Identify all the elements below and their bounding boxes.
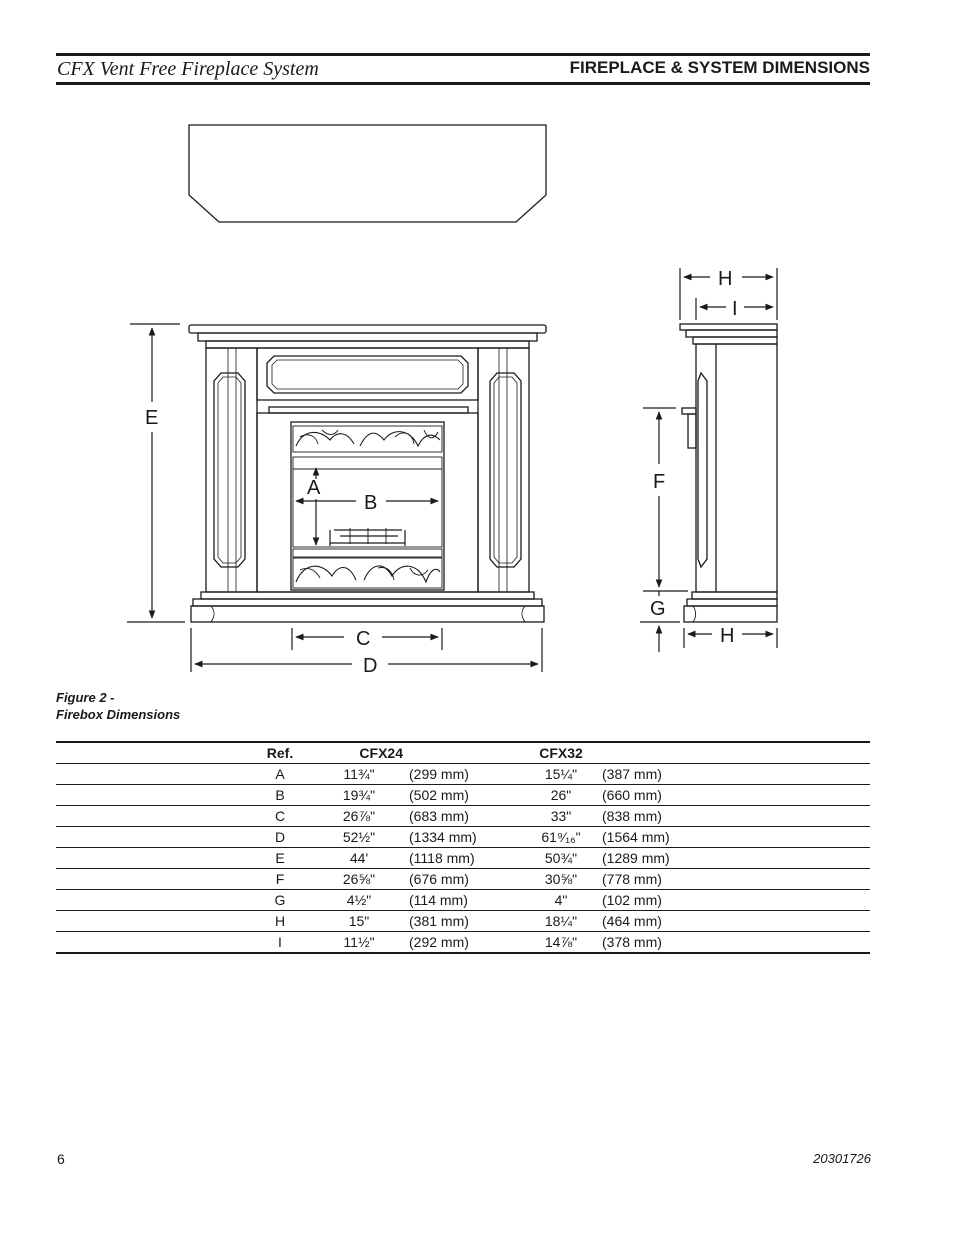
cfx24-inches: 26⅝"	[315, 869, 403, 890]
cfx32-millimeters: (660 mm)	[596, 785, 870, 806]
cfx32-inches: 26"	[526, 785, 596, 806]
cfx32-millimeters: (838 mm)	[596, 806, 870, 827]
cfx24-inches: 19¾"	[315, 785, 403, 806]
table-row	[56, 764, 870, 785]
row-spacer	[56, 890, 245, 911]
cfx24-millimeters: (676 mm)	[403, 869, 526, 890]
figure-caption	[56, 689, 180, 723]
cfx32-inches: 33"	[526, 806, 596, 827]
row-spacer	[56, 848, 245, 869]
dim-label-d: D	[363, 655, 378, 677]
table-row	[56, 869, 870, 890]
dim-label-b: B	[364, 492, 378, 514]
row-ref: I	[245, 932, 315, 954]
row-ref: G	[245, 890, 315, 911]
cfx32-millimeters: (778 mm)	[596, 869, 870, 890]
row-ref: E	[245, 848, 315, 869]
row-spacer	[56, 785, 245, 806]
section-title: FIREPLACE & SYSTEM DIMENSIONS	[569, 58, 870, 77]
row-spacer	[56, 806, 245, 827]
table-row	[56, 932, 870, 954]
front-view	[189, 325, 546, 622]
cfx24-millimeters: (114 mm)	[403, 890, 526, 911]
cfx24-inches: 11½"	[315, 932, 403, 954]
cfx32-inches: 15¼"	[526, 764, 596, 785]
cfx24-inches: 4½"	[315, 890, 403, 911]
header-ref: Ref.	[245, 742, 315, 764]
header-cfx32: CFX32	[526, 742, 596, 764]
cfx32-inches: 50¾"	[526, 848, 596, 869]
cfx24-inches: 26⅞"	[315, 806, 403, 827]
dim-label-h-top: H	[718, 268, 733, 290]
row-ref: D	[245, 827, 315, 848]
cfx24-inches: 11¾"	[315, 764, 403, 785]
cfx24-millimeters: (502 mm)	[403, 785, 526, 806]
row-spacer	[56, 932, 245, 954]
dim-label-f: F	[653, 471, 666, 493]
cfx32-inches: 4"	[526, 890, 596, 911]
cfx24-millimeters: (299 mm)	[403, 764, 526, 785]
cfx32-inches: 14⅞"	[526, 932, 596, 954]
row-ref: C	[245, 806, 315, 827]
dim-label-a: A	[307, 477, 321, 499]
cfx32-millimeters: (1564 mm)	[596, 827, 870, 848]
cfx24-inches: 15"	[315, 911, 403, 932]
cfx32-inches: 30⅝"	[526, 869, 596, 890]
table-header-row	[56, 742, 870, 764]
side-view	[680, 324, 777, 622]
table-row	[56, 806, 870, 827]
cfx32-millimeters: (378 mm)	[596, 932, 870, 954]
header-cfx24: CFX24	[315, 742, 403, 764]
table-row	[56, 785, 870, 806]
dim-label-i: I	[732, 298, 738, 320]
dimensions-table	[56, 741, 870, 954]
cfx32-millimeters: (387 mm)	[596, 764, 870, 785]
table-row	[56, 890, 870, 911]
row-ref: B	[245, 785, 315, 806]
row-ref: A	[245, 764, 315, 785]
table-row	[56, 827, 870, 848]
cfx32-millimeters: (1289 mm)	[596, 848, 870, 869]
document-title: CFX Vent Free Fireplace System	[57, 58, 319, 80]
row-spacer	[56, 869, 245, 890]
dim-label-g: G	[650, 598, 666, 620]
dim-label-h-bottom: H	[720, 625, 735, 647]
cfx24-millimeters: (1118 mm)	[403, 848, 526, 869]
cfx24-millimeters: (1334 mm)	[403, 827, 526, 848]
dim-label-c: C	[356, 628, 371, 650]
caption-line-2: Firebox Dimensions	[56, 707, 181, 722]
document-number: 20301726	[813, 1151, 871, 1166]
cfx24-inches: 52½"	[315, 827, 403, 848]
row-spacer	[56, 911, 245, 932]
caption-line-1: Figure 2 -	[56, 690, 115, 705]
row-ref: H	[245, 911, 315, 932]
page-number: 6	[57, 1151, 65, 1167]
table-row	[56, 848, 870, 869]
table-row	[56, 911, 870, 932]
cfx32-millimeters: (102 mm)	[596, 890, 870, 911]
row-spacer	[56, 827, 245, 848]
row-spacer	[56, 764, 245, 785]
cfx24-inches: 44'	[315, 848, 403, 869]
dim-label-e: E	[145, 407, 159, 429]
cfx32-inches: 18¼"	[526, 911, 596, 932]
cfx32-millimeters: (464 mm)	[596, 911, 870, 932]
mantel-top-view	[189, 125, 546, 222]
cfx32-inches: 61⁹⁄₁₆"	[526, 827, 596, 848]
cfx24-millimeters: (683 mm)	[403, 806, 526, 827]
row-ref: F	[245, 869, 315, 890]
cfx24-millimeters: (381 mm)	[403, 911, 526, 932]
cfx24-millimeters: (292 mm)	[403, 932, 526, 954]
